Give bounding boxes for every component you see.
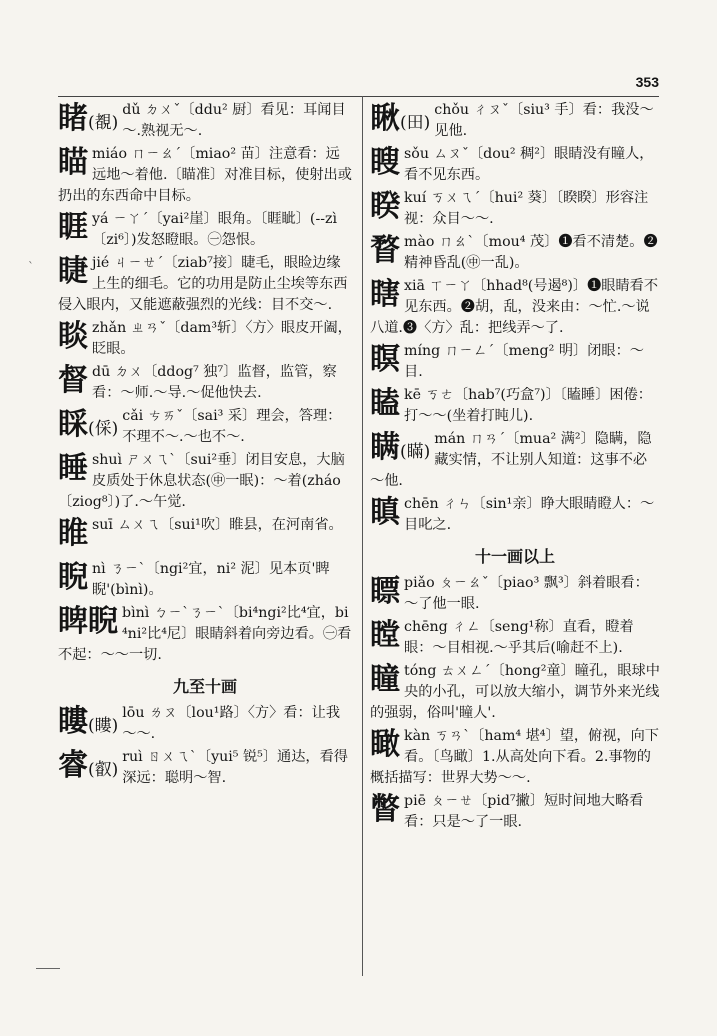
definition-text: dū ㄉㄨ〔ddog⁷ 独⁷〕监督，监管，察看：～师.～导.～促他快去. <box>92 364 337 401</box>
entry-headword <box>370 430 430 471</box>
headword-character: 瞜 <box>58 704 88 739</box>
dictionary-entry <box>58 100 352 142</box>
headword-character: 睚 <box>58 210 88 245</box>
variant-form: (田) <box>400 113 431 133</box>
dictionary-entry <box>370 100 660 142</box>
entry-headword <box>58 407 118 448</box>
definition-text: miáo ㄇㄧㄠˊ〔miao² 苗〕注意看：远远地～着他.〔瞄准〕对准目标，使射出或扔出的东西命中目标。 <box>58 146 352 204</box>
entry-headword <box>58 451 88 492</box>
column-divider <box>362 96 363 976</box>
definition-text: yá ㄧㄚˊ〔yai²崖〕眼角。〔睚眦〕(--zì〔zi⁶〕)发怒瞪眼。㊀怨恨。 <box>92 211 338 248</box>
dictionary-entry <box>58 362 352 404</box>
definition-text: kàn ㄎㄢˋ〔ham⁴ 堪⁴〕望，俯视，向下看。〔鸟瞰〕1.从高处向下看。2.事物的概括描写：世界大势～～. <box>370 728 659 786</box>
entry-headword <box>58 145 88 186</box>
page-number: 353 <box>635 74 659 90</box>
definition-text: kē ㄎㄜ〔hab⁷(巧盒⁷)〕〔瞌睡〕困倦：打～～(坐着打盹儿). <box>404 387 652 424</box>
variant-form: (覩) <box>88 113 119 133</box>
headword-character: 瞑 <box>370 342 400 377</box>
headword-character: 睹 <box>58 101 88 136</box>
headword-character: 睿 <box>58 748 88 783</box>
definition-text: nì ㄋㄧˋ〔ngi²宜，ni² 泥〕见本页'睥睨'(bìnì)。 <box>92 561 330 598</box>
left-column <box>58 100 352 791</box>
entry-headword <box>58 748 118 789</box>
headword-character: 督 <box>58 363 88 398</box>
top-rule <box>58 96 659 97</box>
dictionary-entry <box>370 617 660 659</box>
definition-text: dǔ ㄉㄨˇ〔ddu² 厨〕看见：耳闻目～.熟视无～. <box>122 102 346 139</box>
dictionary-entry <box>58 318 352 360</box>
entry-headword <box>370 495 400 536</box>
dictionary-entry <box>58 209 352 251</box>
section-title-9-10: 九至十画 <box>172 677 237 696</box>
dictionary-entry <box>58 515 352 557</box>
entry-headword <box>370 662 400 703</box>
definition-text: sǒu ㄙㄡˇ〔dou² 稠²〕眼睛没有瞳人，看不见东西。 <box>404 146 654 183</box>
definition-text: lōu ㄌㄡ〔lou¹路〕〈方〉看：让我～～. <box>122 705 341 742</box>
dictionary-entry <box>370 341 660 383</box>
headword-character: 瞟 <box>370 574 400 609</box>
headword-character: 瞰 <box>370 727 400 762</box>
definition-text: chēng ㄔㄥ〔seng¹称〕直看，瞪着眼：～目相视.～乎其后(喻赶不上). <box>404 619 634 656</box>
definition-text: suī ㄙㄨㄟ〔sui¹吹〕睢县，在河南省。 <box>92 517 343 533</box>
dictionary-entry <box>58 253 352 316</box>
headword-character: 瞠 <box>370 618 400 653</box>
dictionary-entry <box>58 406 352 448</box>
definition-text: chēn ㄔㄣ〔sin¹亲〕睁大眼睛瞪人：～目叱之. <box>404 496 655 533</box>
dictionary-entry <box>58 703 352 745</box>
headword-character: 瞌 <box>370 386 400 421</box>
dictionary-entry <box>58 603 352 666</box>
definition-text: shuì ㄕㄨㄟˋ〔sui²垂〕闭目安息，大脑皮质处于休息状态(㊥一眠)：～着(zháo〔ziog⁸〕)了.～午觉. <box>58 452 345 510</box>
dictionary-entry <box>58 559 352 601</box>
definition-text: cǎi ㄘㄞˇ〔sai³ 采〕理会，答理：不理不～.～也不～. <box>122 408 342 445</box>
headword-character: 瞄 <box>58 145 88 180</box>
variant-form: (叡) <box>88 760 119 780</box>
definition-text: mán ㄇㄢˊ〔mua² 满²〕隐瞒，隐藏实情，不让别人知道：这事不必～他. <box>370 431 652 489</box>
entry-headword <box>58 516 88 557</box>
headword-character: 瞒 <box>370 430 400 465</box>
entry-headword <box>58 560 88 601</box>
dictionary-entry <box>58 144 352 207</box>
entry-headword <box>370 342 400 383</box>
definition-text: tóng ㄊㄨㄥˊ〔hong²童〕瞳孔，眼球中央的小孔，可以放大缩小，调节外来光线的强弱，俗叫'瞳人'. <box>370 663 660 721</box>
section-title-11-plus: 十一画以上 <box>474 547 555 566</box>
headword-character: 瞳 <box>370 662 400 697</box>
entry-headword <box>370 189 400 230</box>
definition-text: xiā ㄒㄧㄚ〔hhad⁸(号遏⁸)〕❶眼睛看不见东西。❷胡，乱，没来由：～忙.～说八道.❸〈方〉乱：把线弄～了. <box>370 278 659 336</box>
headword-character: 瞅 <box>370 101 400 136</box>
entry-headword <box>58 704 118 745</box>
entry-headword <box>58 254 88 295</box>
headword-character: 睽 <box>370 189 400 224</box>
bottom-mark <box>36 968 60 969</box>
headword-character: 瞍 <box>370 145 400 180</box>
definition-text: jié ㄐㄧㄝˊ〔ziab⁷接〕睫毛，眼睑边缘上生的细毛。它的功用是防止尘埃等东西侵入眼内，又能遮蔽强烈的光线：目不交～. <box>58 255 348 313</box>
dictionary-entry <box>58 747 352 789</box>
entry-headword <box>58 363 88 404</box>
headword-character: 瞀 <box>370 233 400 268</box>
entry-headword <box>370 574 400 615</box>
headword-character: 瞋 <box>370 495 400 530</box>
entry-headword <box>370 618 400 659</box>
headword-character: 睥睨 <box>58 604 118 639</box>
entry-headword <box>370 101 430 142</box>
entry-headword <box>370 727 400 768</box>
entry-headword <box>58 319 88 360</box>
definition-text: ruì ㄖㄨㄟˋ〔yui⁵ 锐⁵〕通达，看得深远：聪明～智. <box>122 749 348 786</box>
variant-form: (瞞) <box>400 442 431 462</box>
dictionary-entry <box>370 573 660 615</box>
entry-headword <box>370 792 400 833</box>
headword-character: 睫 <box>58 254 88 289</box>
definition-text: piǎo ㄆㄧㄠˇ〔piao³ 飘³〕斜着眼看：～了他一眼. <box>404 575 649 612</box>
dictionary-entry <box>370 494 660 536</box>
dictionary-entry <box>370 429 660 492</box>
headword-character: 瞎 <box>370 277 400 312</box>
definition-text: mào ㄇㄠˋ〔mou⁴ 茂〕❶看不清楚。❷精神昏乱(㊥一乱)。 <box>404 234 658 271</box>
variant-form: (瞜) <box>88 716 119 736</box>
dictionary-entry <box>370 144 660 186</box>
dictionary-entry <box>370 232 660 274</box>
definition-text: kuí ㄎㄨㄟˊ〔hui² 葵〕〔睽睽〕形容注视：众目～～. <box>404 190 649 227</box>
dictionary-entry <box>370 791 660 833</box>
definition-text: míng ㄇㄧㄥˊ〔meng² 明〕闭眼：～目. <box>404 343 644 380</box>
definition-text: chǒu ㄔㄡˇ〔siu³ 手〕看：我没～见他. <box>434 102 654 139</box>
variant-form: (倸) <box>88 419 119 439</box>
dictionary-entry <box>370 385 660 427</box>
headword-character: 睒 <box>58 319 88 354</box>
dictionary-entry <box>58 450 352 513</box>
entry-headword <box>370 277 400 318</box>
entry-headword <box>58 210 88 251</box>
dictionary-entry <box>370 188 660 230</box>
headword-character: 睡 <box>58 451 88 486</box>
headword-character: 睨 <box>58 560 88 595</box>
dictionary-entry <box>370 276 660 339</box>
margin-mark: ` <box>28 260 34 274</box>
right-column <box>370 100 660 835</box>
definition-text: zhǎn ㄓㄢˇ〔dam³斩〕〈方〉眼皮开阖，眨眼。 <box>92 320 352 357</box>
headword-character: 睢 <box>58 516 88 551</box>
headword-character: 瞥 <box>370 792 400 827</box>
headword-character: 睬 <box>58 407 88 442</box>
entry-headword <box>370 233 400 274</box>
definition-text: bìnì ㄅㄧˋㄋㄧˋ〔bi⁴ngi²比⁴宜，bi⁴ni²比⁴尼〕眼睛斜着向旁边看。㊀看不起：～～一切. <box>58 605 352 663</box>
entry-headword <box>370 145 400 186</box>
entry-headword <box>370 386 400 427</box>
entry-headword <box>58 101 118 142</box>
dictionary-entry <box>370 726 660 789</box>
definition-text: piē ㄆㄧㄝ〔pid⁷撇〕短时间地大略看看：只是～了一眼. <box>404 793 644 830</box>
entry-headword <box>58 604 118 645</box>
dictionary-entry <box>370 661 660 724</box>
